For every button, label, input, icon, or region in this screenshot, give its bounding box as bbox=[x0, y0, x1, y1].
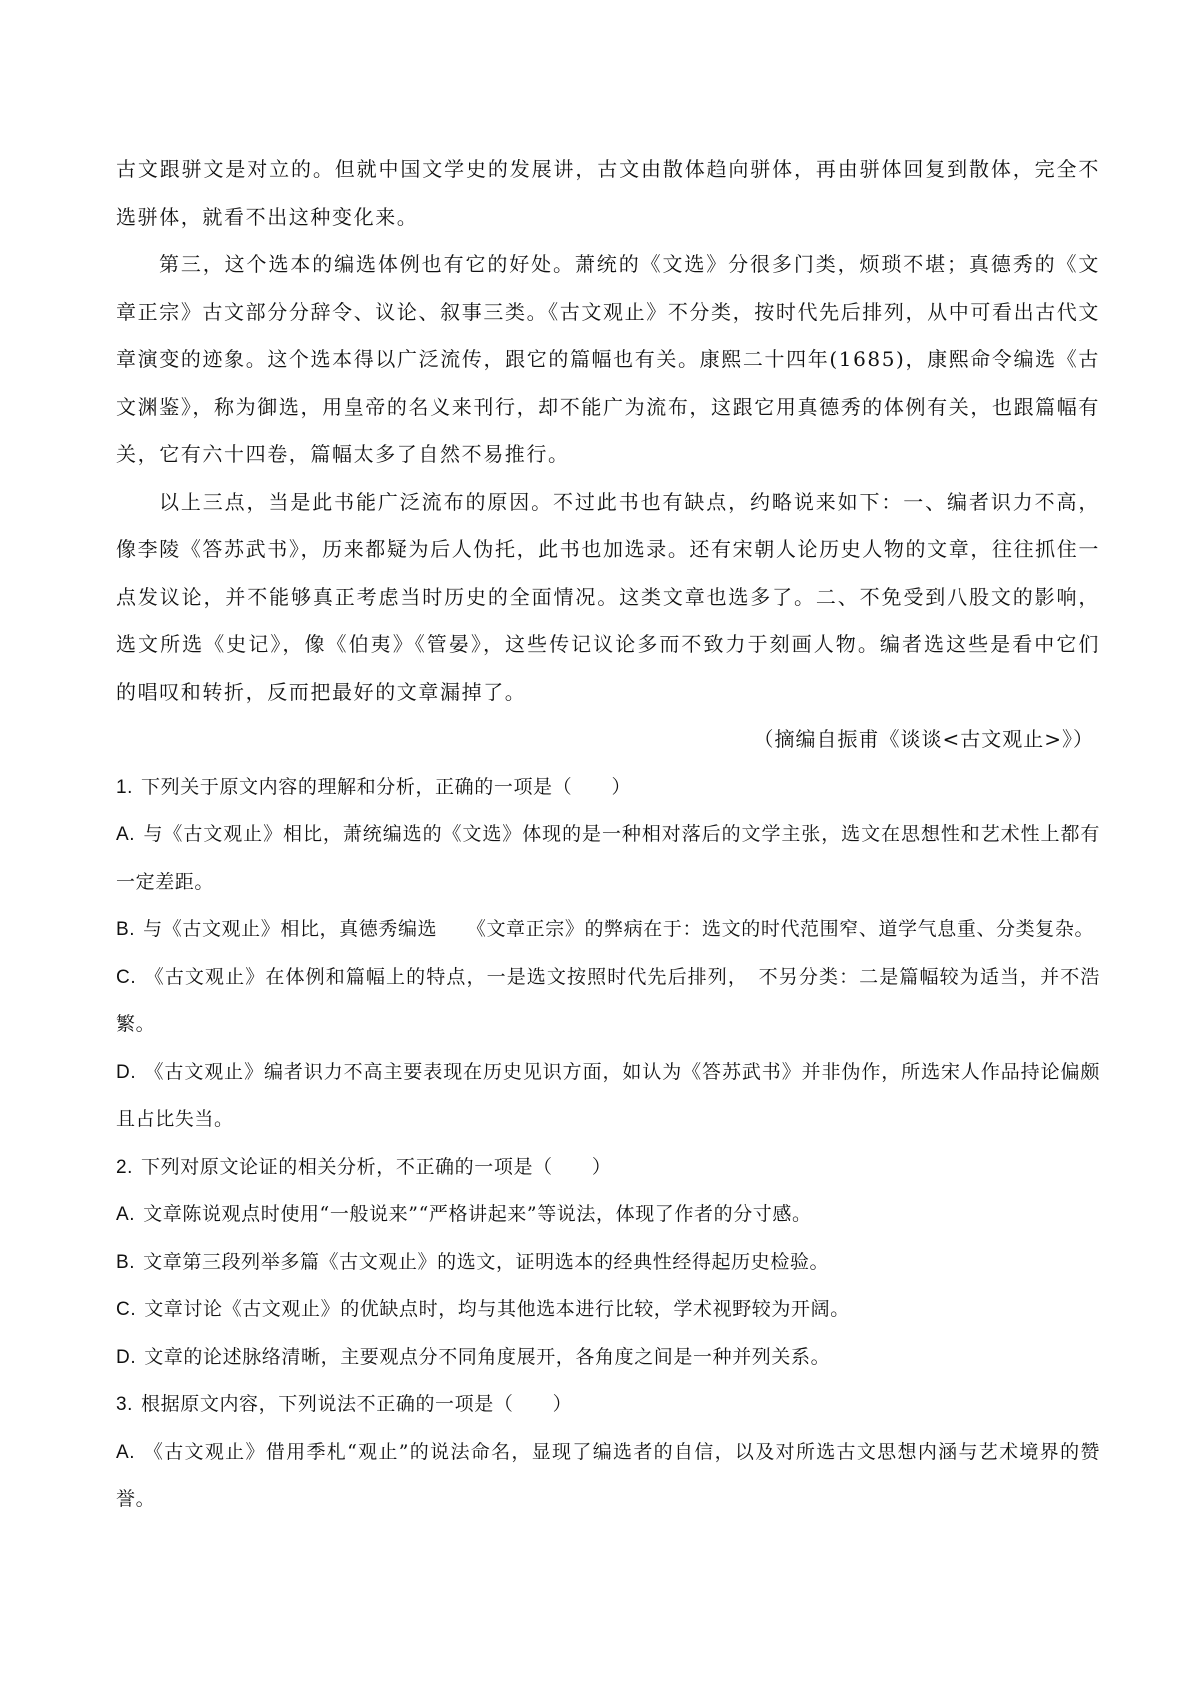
question-2-option-d bbox=[116, 1334, 1100, 1382]
question-1-option-a bbox=[116, 811, 1100, 906]
exam-page bbox=[116, 146, 1100, 1524]
option-text: 《古文观止》编者识力不高主要表现在历史见识方面，如认为《答苏武书》并非伪作，所选宋人作品持论偏颇且占比失当。 bbox=[116, 1060, 1100, 1130]
question-1-number: 1. bbox=[116, 776, 134, 798]
question-3-stem bbox=[116, 1381, 1100, 1429]
question-2-option-b bbox=[116, 1239, 1100, 1287]
question-3-option-a bbox=[116, 1429, 1100, 1524]
passage-source: （摘编自振甫《谈谈<古文观止>》） bbox=[753, 727, 1094, 751]
question-2-stem bbox=[116, 1144, 1100, 1192]
option-label: B. bbox=[116, 919, 136, 940]
passage-paragraph-2: 第三，这个选本的编选体例也有它的好处。萧统的《文选》分很多门类，烦琐不堪；真德秀的《文章正宗》古文部分分辞令、议论、叙事三类。《古文观止》不分类，按时代先后排列，从中可看出古代文章演变的迹象。这个选本得以广泛流传，跟它的篇幅也有关。康熙二十四年(1685)，康熙命令编选《古文渊鉴》，称为御选，用皇帝的名义来刊行，却不能广为流布，这跟它用真德秀的体例有关，也跟篇幅有关，它有六十四卷，篇幅太多了自然不易推行。 bbox=[116, 252, 1100, 466]
option-label: B. bbox=[116, 1251, 136, 1273]
option-text: 文章陈说观点时使用“一般说来”“严格讲起来”等说法，体现了作者的分寸感。 bbox=[143, 1203, 812, 1225]
option-label: A. bbox=[116, 1441, 136, 1463]
question-3-text: 根据原文内容，下列说法不正确的一项是（ ） bbox=[141, 1393, 573, 1415]
option-text: 《古文观止》借用季札“观止”的说法命名，显现了编选者的自信，以及对所选古文思想内涵与艺术境界的赞誉。 bbox=[116, 1440, 1100, 1510]
question-3-number: 3. bbox=[116, 1394, 134, 1415]
question-1-stem bbox=[116, 764, 1100, 812]
question-2-number: 2. bbox=[116, 1156, 134, 1178]
question-2-option-a bbox=[116, 1191, 1100, 1239]
option-label: A. bbox=[116, 1204, 136, 1225]
option-text: 文章第三段列举多篇《古文观止》的选文，证明选本的经典性经得起历史检验。 bbox=[143, 1250, 830, 1273]
option-label: C. bbox=[116, 1299, 137, 1320]
option-text: 与《古文观止》相比，真德秀编选 《文章正宗》的弊病在于：选文的时代范围窄、道学气息重、分类复杂。 bbox=[143, 918, 1095, 940]
option-text: 《古文观止》在体例和篇幅上的特点，一是选文按照时代先后排列， 不另分类：二是篇幅较为适当，并不浩繁。 bbox=[116, 965, 1100, 1035]
passage-paragraph-1: 古文跟骈文是对立的。但就中国文学史的发展讲，古文由散体趋向骈体，再由骈体回复到散体，完全不选骈体，就看不出这种变化来。 bbox=[116, 157, 1100, 229]
question-2-option-c bbox=[116, 1286, 1100, 1334]
option-text: 与《古文观止》相比，萧统编选的《文选》体现的是一种相对落后的文学主张，选文在思想性和艺术性上都有一定差距。 bbox=[116, 823, 1100, 893]
question-1-option-d bbox=[116, 1049, 1100, 1144]
question-1-option-b bbox=[116, 906, 1100, 954]
option-label: A. bbox=[116, 824, 136, 845]
question-1-option-c bbox=[116, 954, 1100, 1049]
option-label: D. bbox=[116, 1346, 137, 1368]
question-1-text: 下列关于原文内容的理解和分析，正确的一项是（ ） bbox=[141, 775, 632, 798]
option-label: C. bbox=[116, 966, 137, 988]
passage-paragraph-3: 以上三点，当是此书能广泛流布的原因。不过此书也有缺点，约略说来如下：一、编者识力不高，像李陵《答苏武书》，历来都疑为后人伪托，此书也加选录。还有宋朝人论历史人物的文章，往往抓住一点发议论，并不能够真正考虑当时历史的全面情况。这类文章也选多了。二、不免受到八股文的影响，选文所选《史记》，像《伯夷》《管晏》，这些传记议论多而不致力于刻画人物。编者选这些是看中它们的唱叹和转折，反而把最好的文章漏掉了。 bbox=[116, 489, 1100, 704]
question-2-text: 下列对原文论证的相关分析，不正确的一项是（ ） bbox=[141, 1155, 612, 1178]
option-text: 文章的论述脉络清晰，主要观点分不同角度展开，各角度之间是一种并列关系。 bbox=[144, 1345, 831, 1368]
option-label: D. bbox=[116, 1061, 137, 1083]
option-text: 文章讨论《古文观止》的优缺点时，均与其他选本进行比较，学术视野较为开阔。 bbox=[144, 1298, 850, 1320]
